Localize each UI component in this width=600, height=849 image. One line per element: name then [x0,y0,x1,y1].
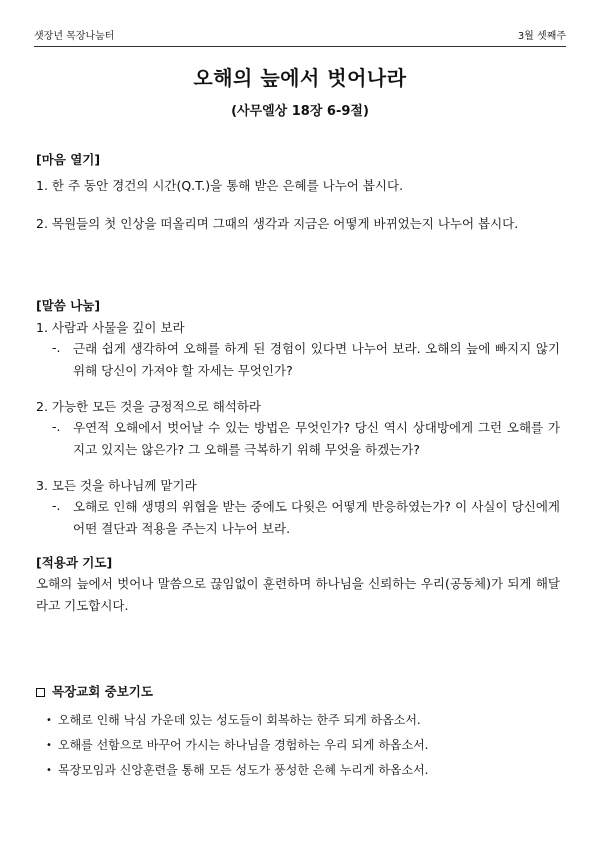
page-header [34,27,566,47]
header-right-text: 3월 셋째주 [517,31,566,42]
bullet-icon: • [46,740,52,751]
application-text: 오해의 늪에서 벗어나 말씀으로 끊임없이 훈련하며 하나님을 신뢰하는 우리(공동체)가 되게 해달라고 기도합시다. [36,576,560,613]
document-title: 오해의 늪에서 벗어나라 [193,66,407,90]
point-2-title: 2. 가능한 모든 것을 긍정적으로 해석하라 [36,399,261,414]
point-1-detail-row [36,338,560,382]
intercession-list [36,708,560,783]
point-2-detail-row [36,417,560,461]
word-sharing-heading: [말씀 나눔] [36,298,101,313]
point-3-title: 3. 모든 것을 하나님께 맡기라 [36,478,197,493]
checkbox-icon [36,688,45,697]
open-heart-section [36,150,560,234]
intercession-section [36,682,560,783]
list-item [36,758,560,783]
dash-marker: -. [52,340,61,355]
application-section [36,553,560,617]
prayer-item-2: 오해를 선함으로 바꾸어 가시는 하나님을 경험하는 우리 되게 하옵소서. [58,738,429,752]
dash-marker: -. [52,498,61,513]
open-heart-item-2: 2. 목원들의 첫 인상을 떠올리며 그때의 생각과 지금은 어떻게 바뀌었는지 나누어 봅시다. [36,216,519,231]
open-heart-heading: [마음 열기] [36,152,101,167]
scripture-reference: (사무엘상 18장 6-9절) [231,104,369,119]
word-sharing-section [36,296,560,540]
point-1-detail: 근래 쉽게 생각하여 오해를 하게 된 경험이 있다면 나누어 보라. 오해의 늪에 빠지지 않기 위해 당신이 가져야 할 자세는 무엇인가? [73,341,560,378]
point-1-title: 1. 사람과 사물을 깊이 보라 [36,320,185,335]
point-2-detail: 우연적 오해에서 벗어날 수 있는 방법은 무엇인가? 당신 역시 상대방에게 그런 오해를 가지고 있지는 않은가? 그 오해를 극복하기 위해 무엇을 하겠는가? [73,420,560,457]
point-3-detail-row [36,496,560,540]
prayer-item-3: 목장모임과 신앙훈련을 통해 모든 성도가 풍성한 은혜 누리게 하옵소서. [58,763,429,777]
list-item [36,733,560,758]
open-heart-item-1: 1. 한 주 동안 경건의 시간(Q.T.)을 통해 받은 은혜를 나누어 봅시다. [36,178,404,193]
bullet-icon: • [46,765,52,776]
point-3-detail: 오해로 인해 생명의 위협을 받는 중에도 다윗은 어떻게 반응하였는가? 이 사실이 당신에게 어떤 결단과 적용을 주는지 나누어 보라. [73,499,560,536]
intercession-header [36,682,560,702]
header-left-text: 샛장년 목장나눔터 [34,31,115,42]
bullet-icon: • [46,715,52,726]
dash-marker: -. [52,419,61,434]
intercession-heading: 목장교회 중보기도 [52,684,153,699]
application-heading: [적용과 기도] [36,555,113,570]
prayer-item-1: 오해로 인해 낙심 가운데 있는 성도들이 회복하는 한주 되게 하옵소서. [58,713,421,727]
list-item [36,708,560,733]
